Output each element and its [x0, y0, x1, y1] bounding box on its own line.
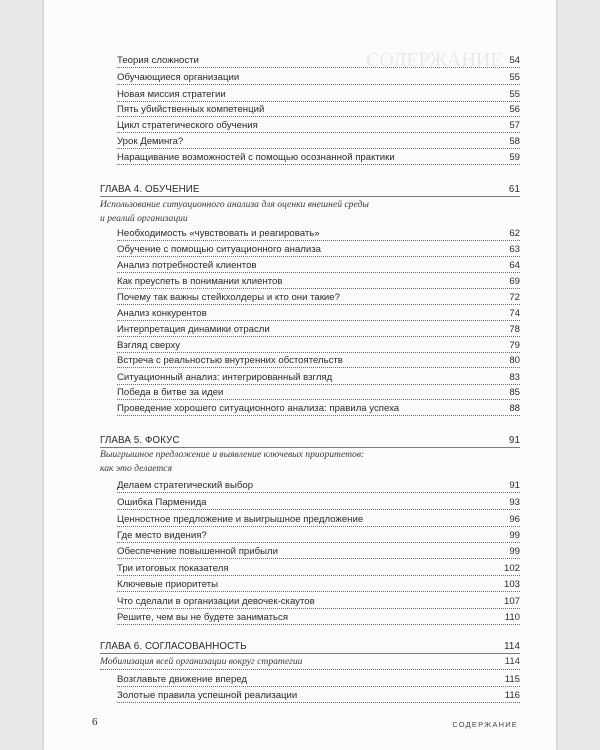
toc-entry-page: 99	[509, 546, 520, 557]
toc-entry-page: 83	[509, 372, 520, 383]
toc-entry-page: 103	[503, 579, 520, 590]
chapter-subtitle-line: Мобилизация всей организации вокруг стратегии	[100, 656, 303, 667]
toc-entry-page: 69	[509, 276, 520, 287]
toc-entry[interactable]	[117, 577, 520, 592]
toc-entry-title: Возглавьте движение вперед	[117, 674, 248, 685]
toc-entry-title: Анализ конкурентов	[117, 308, 207, 319]
toc-entry-title: Ситуационный анализ: интегрированный взгляд	[117, 372, 333, 383]
toc-entry-page: 59	[509, 152, 520, 163]
chapter-title: ГЛАВА 6. СОГЛАСОВАННОСТЬ	[100, 641, 247, 652]
toc-entry-title: Ключевые приоритеты	[117, 579, 219, 590]
toc-entry[interactable]	[117, 594, 520, 609]
toc-entry-page: 102	[503, 563, 520, 574]
toc-entry[interactable]	[117, 70, 520, 85]
book-page	[44, 0, 556, 750]
toc-entry[interactable]	[117, 370, 520, 385]
toc-entry-title: Проведение хорошего ситуационного анализа: правила успеха	[117, 403, 400, 414]
toc-entry-title: Интерпретация динамики отрасли	[117, 324, 270, 335]
toc-entry-page: 63	[509, 244, 520, 255]
toc-entry[interactable]	[117, 512, 520, 527]
chapter-subtitle	[100, 448, 520, 476]
toc-entry-page: 72	[509, 292, 520, 303]
chapter-subtitle-line: и реалий организации	[100, 213, 188, 224]
toc-entry-title: Цикл стратегического обучения	[117, 120, 258, 131]
toc-entry-page: 54	[509, 55, 520, 66]
toc-entry-title: Ценностное предложение и выигрышное предложение	[117, 514, 364, 525]
toc-entry-page: 78	[509, 324, 520, 335]
toc-entry-title: Золотые правила успешной реализации	[117, 690, 298, 701]
toc-entry-page: 55	[509, 72, 520, 83]
bleed-through-heading: СОДЕРЖАНИЕ	[366, 49, 503, 71]
chapter-title: ГЛАВА 5. ФОКУС	[100, 435, 180, 446]
chapter-page: 61	[508, 184, 520, 195]
chapter-subtitle-line: Выигрышное предложение и выявление ключевых приоритетов:	[100, 449, 365, 460]
running-footer: СОДЕРЖАНИЕ	[452, 720, 518, 729]
toc-entry[interactable]	[117, 610, 520, 625]
toc-entry[interactable]	[117, 150, 520, 165]
toc-entry-title: Новая миссия стратегии	[117, 89, 226, 100]
toc-entry-page: 99	[509, 530, 520, 541]
toc-entry-page: 74	[509, 308, 520, 319]
chapter-heading-4[interactable]	[100, 182, 520, 197]
toc-entry-page: 93	[509, 497, 520, 508]
toc-entry[interactable]	[117, 87, 520, 102]
toc-entry-page: 80	[509, 355, 520, 366]
toc-entry[interactable]	[117, 322, 520, 337]
chapter-title: ГЛАВА 4. ОБУЧЕНИЕ	[100, 184, 200, 195]
toc-entry-title: Встреча с реальностью внутренних обстоятельств	[117, 355, 343, 366]
toc-entry-title: Анализ потребностей клиентов	[117, 260, 257, 271]
chapter-page: 114	[504, 641, 520, 652]
chapter-heading-6[interactable]	[100, 639, 520, 654]
toc-entry-title: Обучающиеся организации	[117, 72, 240, 83]
toc-entry[interactable]	[117, 118, 520, 133]
chapter-subtitle[interactable]	[100, 655, 520, 670]
toc-entry[interactable]	[117, 385, 520, 400]
toc-entry-title: Необходимость «чувствовать и реагировать»	[117, 228, 320, 239]
toc-entry-title: Что сделали в организации девочек-скаутов	[117, 596, 315, 607]
toc-entry[interactable]	[117, 528, 520, 543]
toc-entry-page: 115	[504, 674, 520, 685]
toc-entry-title: Где место видения?	[117, 530, 207, 541]
toc-entry[interactable]	[117, 544, 520, 559]
toc-entry-title: Делаем стратегический выбор	[117, 480, 254, 491]
toc-entry[interactable]	[117, 274, 520, 289]
toc-entry[interactable]	[117, 290, 520, 305]
chapter-subtitle	[100, 198, 520, 226]
page-number: 6	[92, 716, 98, 728]
toc-entry-page: 57	[509, 120, 520, 131]
toc-entry-title: Пять убийственных компетенций	[117, 104, 265, 115]
toc-entry-title: Наращивание возможностей с помощью осознанной практики	[117, 152, 395, 163]
toc-entry-title: Обучение с помощью ситуационного анализа	[117, 244, 321, 255]
toc-entry-title: Теория сложности	[117, 55, 199, 66]
toc-entry[interactable]	[117, 134, 520, 149]
toc-entry-title: Обеспечение повышенной прибыли	[117, 546, 278, 557]
toc-entry-page: 56	[509, 104, 520, 115]
toc-entry[interactable]	[117, 478, 520, 493]
toc-entry[interactable]	[117, 401, 520, 416]
toc-entry[interactable]	[117, 495, 520, 510]
toc-entry[interactable]	[117, 338, 520, 353]
toc-entry-title: Ошибка Парменида	[117, 497, 207, 508]
toc-entry-page: 116	[504, 690, 520, 701]
toc-entry[interactable]	[117, 353, 520, 368]
toc-entry-page: 79	[509, 340, 520, 351]
toc-entry-title: Три итоговых показателя	[117, 563, 229, 574]
toc-entry-title: Победа в битве за идеи	[117, 387, 224, 398]
toc-entry[interactable]	[117, 306, 520, 321]
toc-entry-page: 64	[509, 260, 520, 271]
toc-entry[interactable]	[117, 226, 520, 241]
toc-entry-title: Как преуспеть в понимании клиентов	[117, 276, 283, 287]
toc-entry-page: 110	[504, 612, 520, 623]
toc-entry[interactable]	[117, 561, 520, 576]
toc-entry-page: 88	[509, 403, 520, 414]
toc-entry-page: 96	[509, 514, 520, 525]
toc-entry-title: Почему так важны стейкхолдеры и кто они такие?	[117, 292, 340, 303]
toc-entry[interactable]	[117, 242, 520, 257]
toc-entry[interactable]	[117, 53, 520, 68]
chapter-subtitle-line: как это делается	[100, 463, 173, 474]
toc-entry-page: 55	[509, 89, 520, 100]
toc-entry-page: 58	[509, 136, 520, 147]
chapter-subtitle-line: Использование ситуационного анализа для оценки внешней среды	[100, 199, 369, 210]
toc-entry-title: Решите, чем вы не будете заниматься	[117, 612, 289, 623]
toc-entry-title: Урок Деминга?	[117, 136, 184, 147]
toc-entry[interactable]	[117, 672, 520, 687]
toc-entry[interactable]	[117, 102, 520, 117]
toc-entry-title: Взгляд сверху	[117, 340, 181, 351]
toc-entry[interactable]	[117, 258, 520, 273]
toc-entry[interactable]	[117, 688, 520, 703]
toc-entry-page: 62	[509, 228, 520, 239]
chapter-page: 91	[508, 435, 520, 446]
toc-entry-page: 91	[509, 480, 520, 491]
chapter-subtitle-page: 114	[504, 656, 520, 667]
toc-entry-page: 107	[503, 596, 520, 607]
chapter-heading-5[interactable]	[100, 433, 520, 448]
toc-entry-page: 85	[509, 387, 520, 398]
